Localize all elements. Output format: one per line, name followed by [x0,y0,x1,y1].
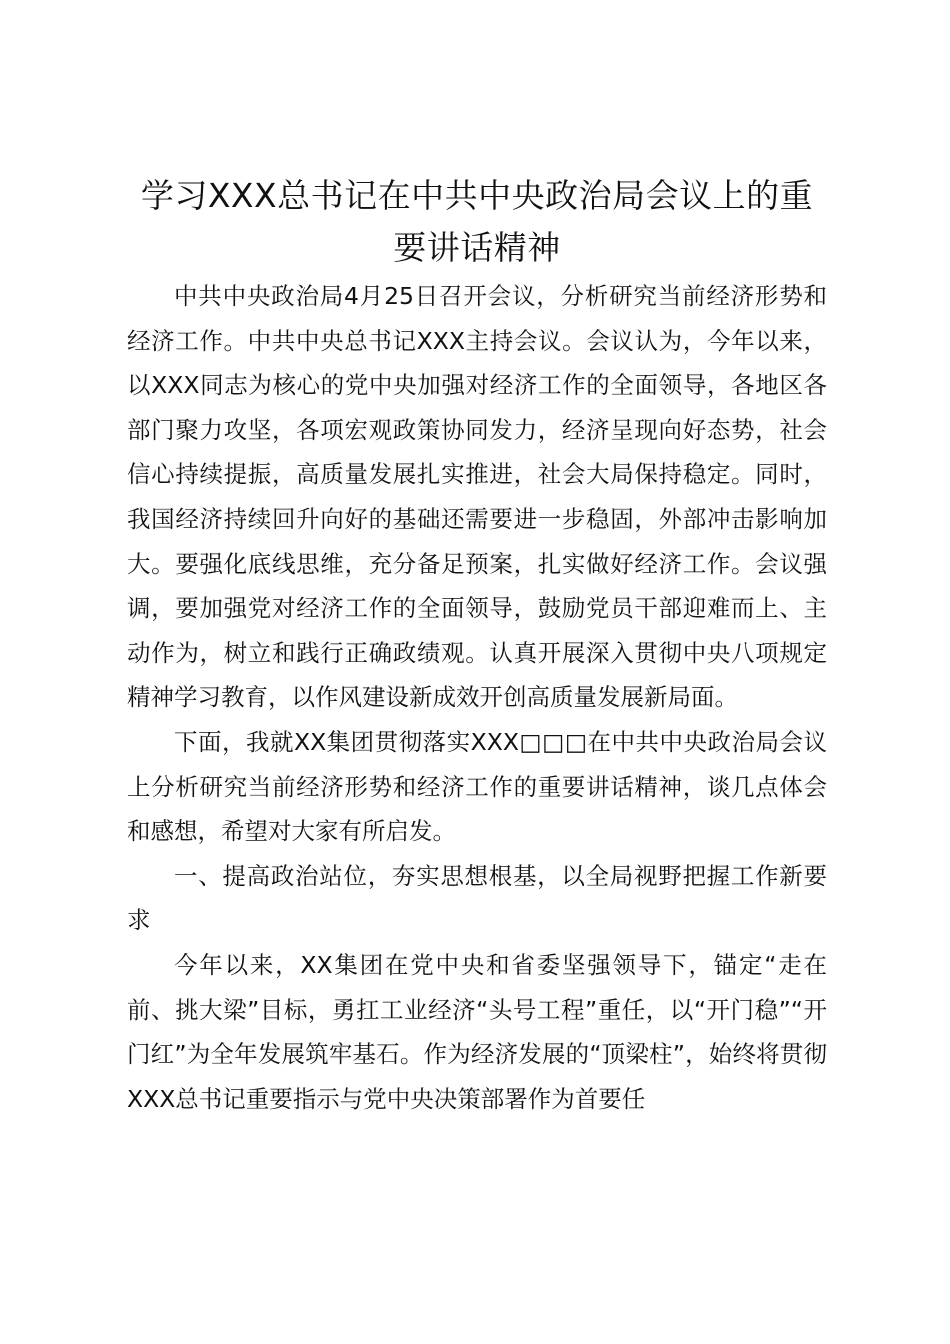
document-body [127,170,827,1121]
section-heading-one: 一、提高政治站位，夯实思想根基，以全局视野把握工作新要求 [127,861,827,935]
paragraph-section-one-body: 今年以来，XX集团在党中央和省委坚强领导下，锚定“走在前、挑大梁”目标，勇扛工业经济“头号工程”重任，以“开门稳”“开门红”为全年发展筑牢基石。作为经济发展的“顶梁柱”，始终将贯彻XXX总书记重要指示与党中央决策部署作为首要任 [127,950,827,1113]
document-title: 学习XXX总书记在中共中央政治局会议上的重要讲话精神 [140,176,814,267]
paragraph-introduction: 下面，我就XX集团贯彻落实XXX□□□在中共中央政治局会议上分析研究当前经济形势和经济工作的重要讲话精神，谈几点体会和感想，希望对大家有所启发。 [127,727,827,846]
paragraph-meeting-summary: 中共中央政治局4月25日召开会议，分析研究当前经济形势和经济工作。中共中央总书记XXX主持会议。会议认为，今年以来，以XXX同志为核心的党中央加强对经济工作的全面领导，各地区各部门聚力攻坚，各项宏观政策协同发力，经济呈现向好态势，社会信心持续提振，高质量发展扎实推进，社会大局保持稳定。同时，我国经济持续回升向好的基础还需要进一步稳固，外部冲击影响加大。要强化底线思维，充分备足预案，扎实做好经济工作。会议强调，要加强党对经济工作的全面领导，鼓励党员干部迎难而上、主动作为，树立和践行正确政绩观。认真开展深入贯彻中央八项规定精神学习教育，以作风建设新成效开创高质量发展新局面。 [127,282,827,712]
